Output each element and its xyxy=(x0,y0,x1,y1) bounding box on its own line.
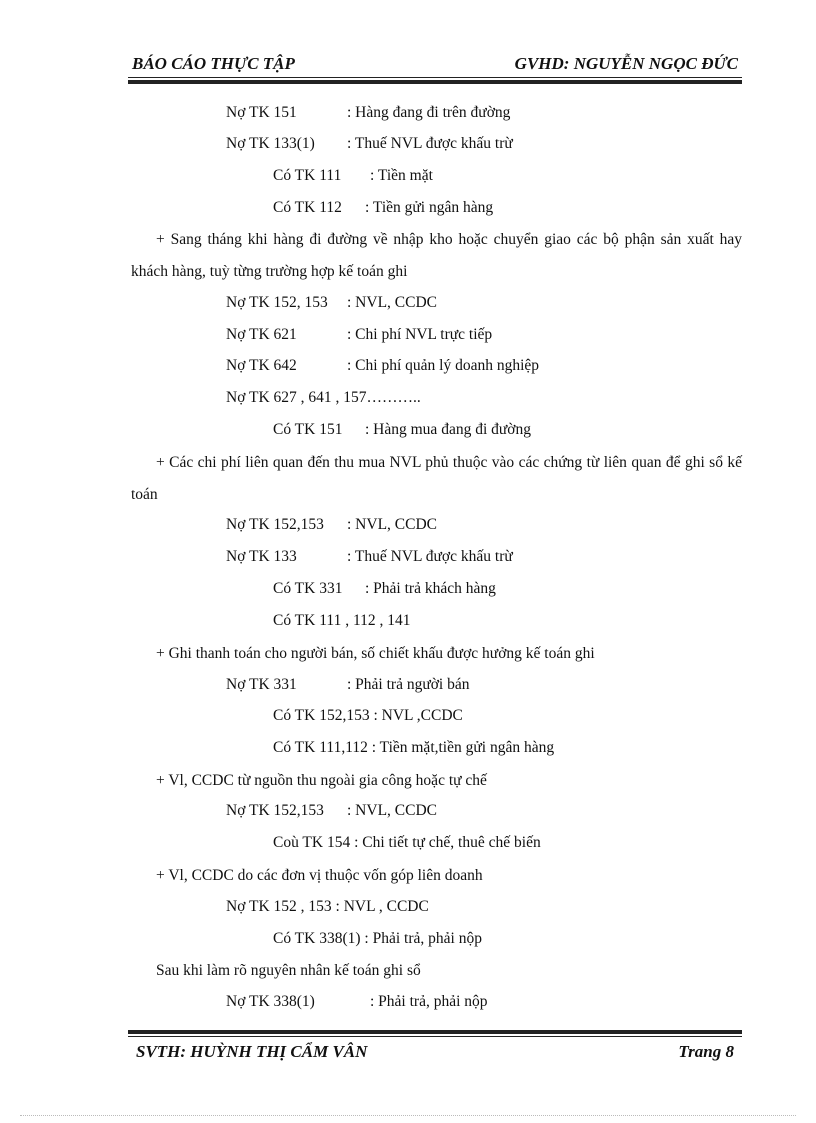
entry-code: Nợ TK 151 xyxy=(226,104,297,121)
entry-code: Có TK 111 xyxy=(273,167,342,184)
entry-code: Có TK 151 xyxy=(273,421,343,438)
entry-code: Nợ TK 642 xyxy=(226,357,297,374)
entry-code: Nợ TK 133(1) xyxy=(226,135,315,152)
footer-rule-thick xyxy=(128,1030,742,1034)
entry-code: Có TK 338(1) : Phải trả, phải nộp xyxy=(273,930,482,947)
entry-code: Nợ TK 152,153 xyxy=(226,802,324,819)
entry-code: Nợ TK 152 , 153 : NVL , CCDC xyxy=(226,898,429,915)
entry-code: Có TK 331 xyxy=(273,580,343,597)
student-name: SVTH: HUỲNH THỊ CẨM VÂN xyxy=(136,1042,368,1061)
entry-code: Nợ TK 152, 153 xyxy=(226,294,328,311)
entry-code: Có TK 111,112 : Tiền mặt,tiền gửi ngân hàng xyxy=(273,739,555,756)
page-header xyxy=(128,48,742,92)
entry-code: Nợ TK 621 xyxy=(226,326,297,343)
entry-desc: : Thuế NVL được khấu trừ xyxy=(347,548,513,565)
paragraph: + Vl, CCDC do các đơn vị thuộc vốn góp liên doanh xyxy=(156,867,483,884)
entry-desc: : NVL, CCDC xyxy=(347,294,437,311)
header-rule-thin xyxy=(128,77,742,78)
page-footer xyxy=(128,1010,742,1070)
entry-code: Nợ TK 331 xyxy=(226,676,297,693)
report-title: BÁO CÁO THỰC TẬP xyxy=(132,54,295,73)
paragraph: + Ghi thanh toán cho người bán, số chiết khấu được hưởng kế toán ghi xyxy=(156,645,595,662)
entry-code: Coù TK 154 : Chi tiết tự chế, thuê chế biến xyxy=(273,834,541,851)
entry-desc: : Tiền mặt xyxy=(370,167,433,184)
paragraph: + Các chi phí liên quan đến thu mua NVL phủ thuộc vào các chứng từ liên quan để ghi sổ kế toán xyxy=(131,454,742,503)
header-rule-thick xyxy=(128,80,742,84)
bottom-dotted-line xyxy=(20,1115,796,1116)
advisor-name: GVHD: NGUYỄN NGỌC ĐỨC xyxy=(514,54,738,73)
entry-desc: : Phải trả khách hàng xyxy=(365,580,496,597)
entry-desc: : Phải trả người bán xyxy=(347,676,470,693)
paragraph: + Vl, CCDC từ nguồn thu ngoài gia công hoặc tự chế xyxy=(156,772,487,789)
entry-desc: : Chi phí NVL trực tiếp xyxy=(347,326,493,343)
entry-desc: : Thuế NVL được khấu trừ xyxy=(347,135,513,152)
entry-code: Có TK 112 xyxy=(273,199,342,216)
entry-desc: : Phải trả, phải nộp xyxy=(370,993,488,1010)
entry-code: Nợ TK 152,153 xyxy=(226,516,324,533)
entry-code: Có TK 111 , 112 , 141 xyxy=(273,612,411,629)
paragraph: Sau khi làm rõ nguyên nhân kế toán ghi sổ xyxy=(156,962,421,979)
entry-desc: : NVL, CCDC xyxy=(347,802,437,819)
entry-desc: : Hàng mua đang đi đường xyxy=(365,421,531,438)
entry-code: Nợ TK 627 , 641 , 157……….. xyxy=(226,389,421,406)
paragraph: + Sang tháng khi hàng đi đường về nhập kho hoặc chuyển giao các bộ phận sản xuất hay khách hàng, tuỳ từng trường hợp kế toán ghi xyxy=(131,231,742,280)
entry-desc: : NVL, CCDC xyxy=(347,516,437,533)
entry-desc: : Chi phí quản lý doanh nghiệp xyxy=(347,357,540,374)
entry-desc: : Tiền gửi ngân hàng xyxy=(365,199,494,216)
entry-code: Có TK 152,153 : NVL ,CCDC xyxy=(273,707,463,724)
entry-desc: : Hàng đang đi trên đường xyxy=(347,104,511,121)
page-number: Trang 8 xyxy=(678,1042,734,1061)
entry-code: Nợ TK 338(1) xyxy=(226,993,315,1010)
entry-code: Nợ TK 133 xyxy=(226,548,297,565)
footer-rule-thin xyxy=(128,1036,742,1037)
